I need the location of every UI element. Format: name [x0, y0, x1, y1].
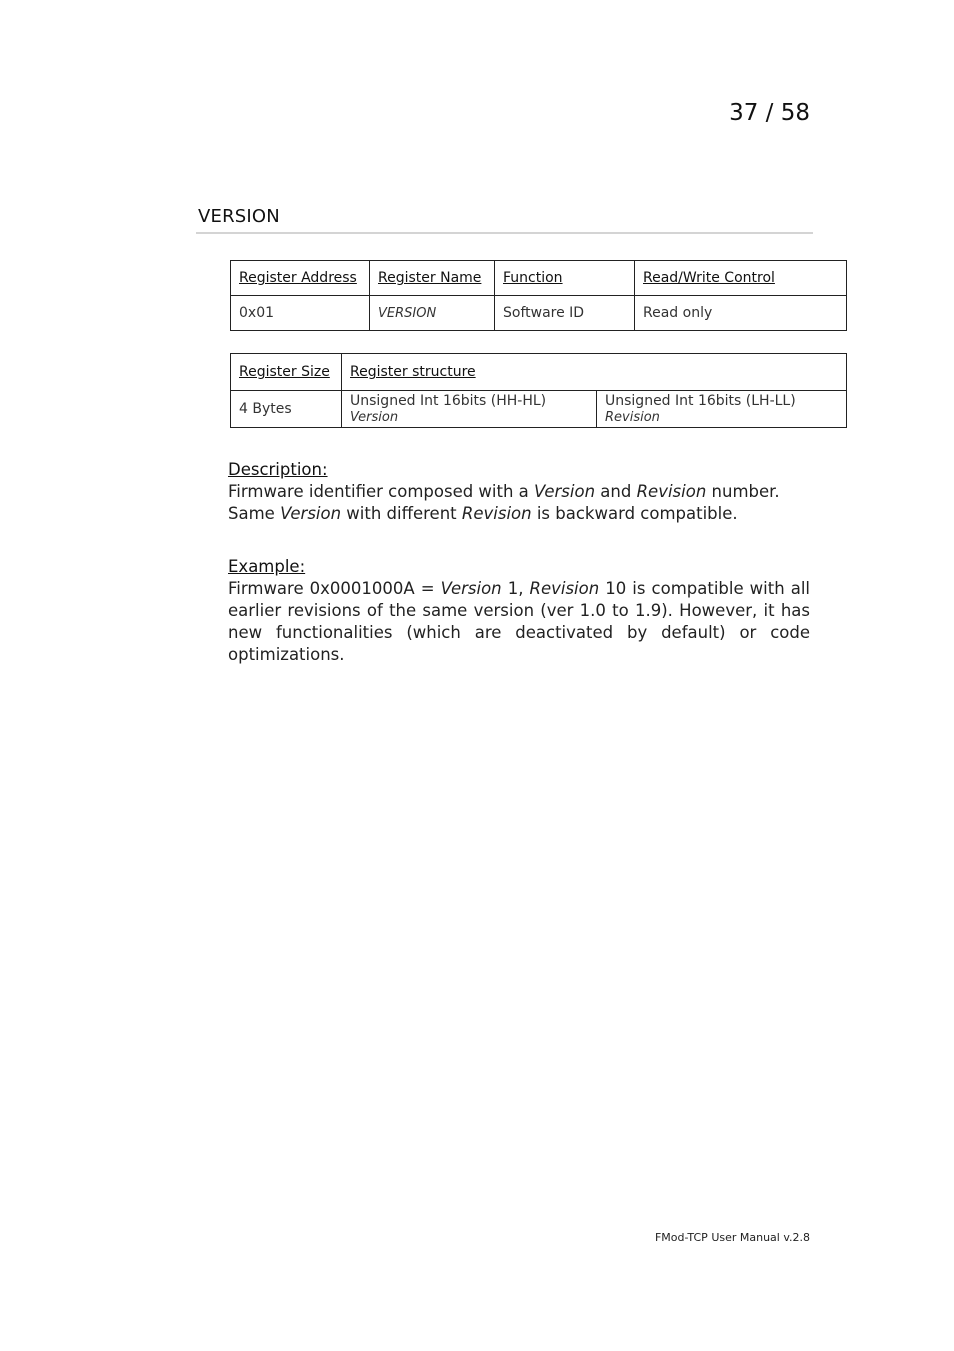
- cell-register-size: 4 Bytes: [231, 391, 342, 428]
- section-heading: VERSION: [198, 206, 280, 227]
- header-read-write-control: Read/Write Control: [635, 261, 847, 296]
- description-label: Description:: [228, 460, 328, 479]
- table-header-row: [231, 354, 847, 391]
- table-row: [231, 391, 847, 428]
- description-block: [228, 459, 810, 525]
- header-function: Function: [495, 261, 635, 296]
- description-line-2: Same Version with different Revision is backward compatible.: [228, 504, 738, 523]
- header-register-address: Register Address: [231, 261, 370, 296]
- header-register-structure: Register structure: [342, 354, 847, 391]
- cell-high-word: Unsigned Int 16bits (HH-HL) Version: [342, 391, 597, 428]
- register-info-table: [230, 260, 847, 331]
- page-footer: FMod-TCP User Manual v.2.8: [654, 1231, 810, 1244]
- cell-low-word: Unsigned Int 16bits (LH-LL) Revision: [597, 391, 847, 428]
- page-number: 37 / 58: [729, 100, 810, 126]
- cell-register-name: VERSION: [370, 296, 495, 331]
- header-register-size: Register Size: [231, 354, 342, 391]
- register-structure-table: [230, 353, 847, 428]
- table-header-row: [231, 261, 847, 296]
- cell-register-address: 0x01: [231, 296, 370, 331]
- description-line-1: Firmware identifier composed with a Version and Revision number.: [228, 482, 780, 501]
- cell-read-write-control: Read only: [635, 296, 847, 331]
- section-divider: [196, 232, 813, 234]
- cell-function: Software ID: [495, 296, 635, 331]
- example-block: [228, 556, 810, 666]
- example-label: Example:: [228, 557, 306, 576]
- example-text: Firmware 0x0001000A = Version 1, Revision 10 is compatible with all earlier revisions of the same version (ver 1.0 to 1.9). However, it has new functionalities (which are deactivated by default) or code optimizations.: [228, 579, 811, 664]
- header-register-name: Register Name: [370, 261, 495, 296]
- table-row: [231, 296, 847, 331]
